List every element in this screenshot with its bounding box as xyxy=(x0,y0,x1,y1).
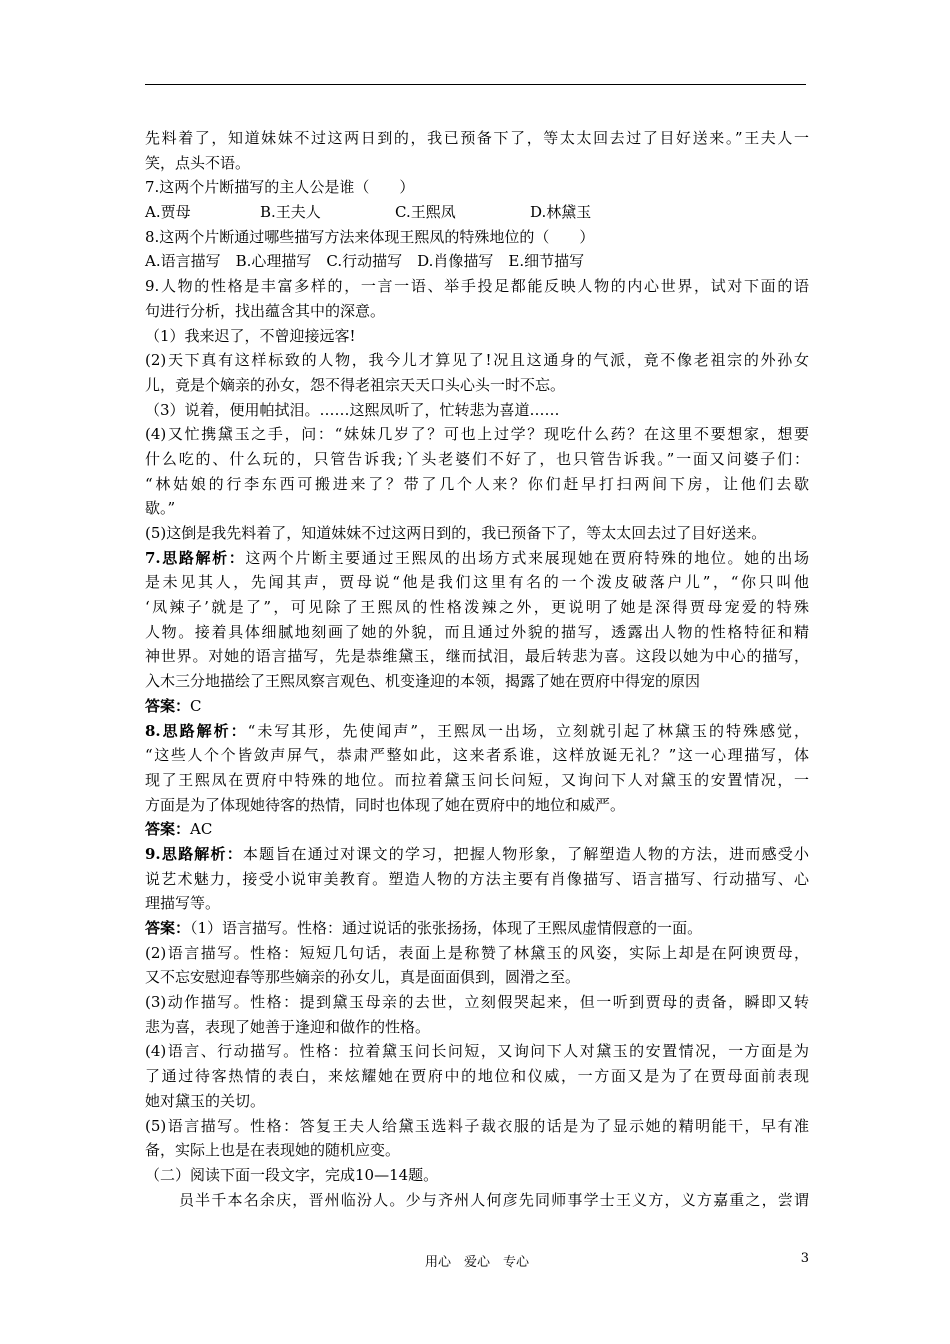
question-7-options xyxy=(145,200,809,225)
answer-value: C xyxy=(190,696,202,715)
text-line: 说艺术魅力，接受小说审美教育。塑造人物的方法主要有肖像描写、语言描写、行动描写、心 xyxy=(145,869,809,888)
question-9: 9.人物的性格是丰富多样的，一言一语、举手投足都能反映人物的内心世界，试对下面的语 xyxy=(145,277,809,296)
answer-value: （1）语言描写。性格：通过说话的张张扬扬，体现了王熙凤虚情假意的一面。 xyxy=(190,919,703,937)
text-line: “这些人个个皆敛声屏气，恭肃严整如此，这来者系谁，这样放诞无礼？”这一心理描写，体 xyxy=(145,746,809,765)
analysis-label: 7.思路解析： xyxy=(145,548,246,567)
text-line: （1）我来迟了，不曾迎接远客! xyxy=(145,326,356,345)
text-line: 了通过待客热情的表白，来炫耀她在贾府中的地位和仪威，一方面又是为了在贾母面前表现 xyxy=(145,1067,809,1086)
text-line: 理描写等。 xyxy=(145,894,221,913)
answer-label: 答案： xyxy=(145,696,191,715)
text-line: 入木三分地描绘了王熙凤察言观色、机变逢迎的本领，揭露了她在贾府中得宠的原因 xyxy=(145,672,701,691)
analysis-7 xyxy=(145,546,809,571)
text-line: “林姑娘的行李东西可搬进来了？带了几个人来？你们赶早打扫两间下房，让他们去歇 xyxy=(145,474,809,493)
header-rule xyxy=(145,84,806,85)
option-a: A.贾母 xyxy=(145,203,191,222)
text-line: (3)动作描写。性格：提到黛玉母亲的去世，立刻假哭起来，但一听到贾母的责备，瞬即又转 xyxy=(145,993,809,1012)
text-line: 方面是为了体现她待客的热情，同时也体现了她在贾府中的地位和威严。 xyxy=(145,795,626,814)
analysis-text: 这两个片断主要通过王熙凤的出场方式来展现她在贾府特殊的地位。她的出场 xyxy=(245,548,809,567)
answer-9 xyxy=(145,916,809,941)
answer-label: 答案： xyxy=(145,820,191,839)
text-line: （3）说着，便用帕拭泪。……这熙凤听了，忙转悲为喜道…… xyxy=(145,400,560,419)
option-b: B.王夫人 xyxy=(260,203,321,222)
document-body xyxy=(145,126,809,1212)
option-c: C.王熙凤 xyxy=(395,203,456,222)
section-heading: （二）阅读下面一段文字，完成10—14题。 xyxy=(145,1165,439,1184)
text-line: 悲为喜，表现了她善于逢迎和做作的性格。 xyxy=(145,1017,431,1036)
answer-8 xyxy=(145,817,809,842)
question-8-options: A.语言描写 B.心理描写 C.行动描写 D.肖像描写 E.细节描写 xyxy=(145,252,585,271)
text-line: 人物。接着具体细腻地刻画了她的外貌，而且通过外貌的描写，透露出人物的性格特征和精 xyxy=(145,622,809,641)
text-line: 笑，点头不语。 xyxy=(145,153,251,172)
text-line: 儿，竟是个嫡亲的孙女，怨不得老祖宗天天口头心头一时不忘。 xyxy=(145,375,566,394)
question-8: 8.这两个片断通过哪些描写方法来体现王熙凤的特殊地位的（ ） xyxy=(145,227,595,246)
text-line: 先料着了，知道妹妹不过这两日到的，我已预备下了，等太太回去过了目好送来。”王夫人一 xyxy=(145,129,809,147)
footer-slogan: 用心 爱心 专心 xyxy=(424,1255,529,1270)
text-line: 神世界。对她的语言描写，先是恭维黛玉，继而拭泪，最后转悲为喜。这段以她为中心的描写， xyxy=(145,647,809,666)
question-7: 7.这两个片断描写的主人公是谁（ ） xyxy=(145,178,415,197)
text-line: (2)语言描写。性格：短短几句话，表面上是称赞了林黛玉的风姿，实际上却是在阿谀贾母， xyxy=(145,943,809,962)
text-line: (2)天下真有这样标致的人物，我今儿才算见了!况且这通身的气派，竟不像老祖宗的外孙女 xyxy=(145,351,809,370)
text-line: 员半千本名余庆，晋州临汾人。少与齐州人何彦先同师事学士王义方，义方嘉重之，尝谓 xyxy=(179,1190,809,1209)
text-line: 她对黛玉的关切。 xyxy=(145,1091,266,1110)
text-line: (4)语言、行动描写。性格：拉着黛玉问长问短，又询问下人对黛玉的安置情况，一方面是为 xyxy=(145,1042,809,1061)
answer-7 xyxy=(145,694,809,719)
text-line: ‘凤辣子’就是了”，可见除了王熙凤的性格泼辣之外，更说明了她是深得贾母宠爱的特殊 xyxy=(145,598,809,617)
text-line: 歇。” xyxy=(145,499,176,518)
page-number: 3 xyxy=(800,1251,809,1266)
analysis-9 xyxy=(145,842,809,867)
answer-label: 答案： xyxy=(145,919,191,937)
text-line: 现了王熙凤在贾府中特殊的地位。而拉着黛玉问长问短，又询问下人对黛玉的安置情况，一 xyxy=(145,770,809,789)
analysis-text: “未写其形，先使闻声”，王熙凤一出场，立刻就引起了林黛玉的特殊感觉， xyxy=(247,721,809,740)
answer-value: AC xyxy=(190,820,213,839)
text-line: (4)又忙携黛玉之手，问：“妹妹几岁了？可也上过学？现吃什么药？在这里不要想家，想要 xyxy=(145,425,809,444)
text-line: 又不忘安慰迎春等那些嫡亲的孙女儿，真是面面俱到，圆滑之至。 xyxy=(145,968,581,987)
analysis-label: 8.思路解析： xyxy=(145,721,248,740)
analysis-text: 本题旨在通过对课文的学习，把握人物形象，了解塑造人物的方法，进而感受小 xyxy=(242,844,809,863)
text-line: 句进行分析，找出蕴含其中的深意。 xyxy=(145,301,386,320)
text-line: (5)这倒是我先料着了，知道妹妹不过这两日到的，我已预备下了，等太太回去过了目好送来。 xyxy=(145,524,767,542)
option-d: D.林黛玉 xyxy=(530,203,592,222)
text-line: 什么吃的、什么玩的，只管告诉我;丫头老婆们不好了，也只管告诉我。”一面又问婆子们： xyxy=(145,449,809,468)
text-line: 是未见其人，先闻其声，贾母说“他是我们这里有名的一个泼皮破落户儿”，“你只叫他 xyxy=(145,573,809,592)
text-line: (5)语言描写。性格：答复王夫人给黛玉选料子裁衣服的话是为了显示她的精明能干，早有准 xyxy=(145,1116,809,1135)
analysis-8 xyxy=(145,719,809,744)
analysis-label: 9.思路解析： xyxy=(145,844,243,863)
text-line: 备，实际上也是在表现她的随机应变。 xyxy=(145,1141,401,1160)
